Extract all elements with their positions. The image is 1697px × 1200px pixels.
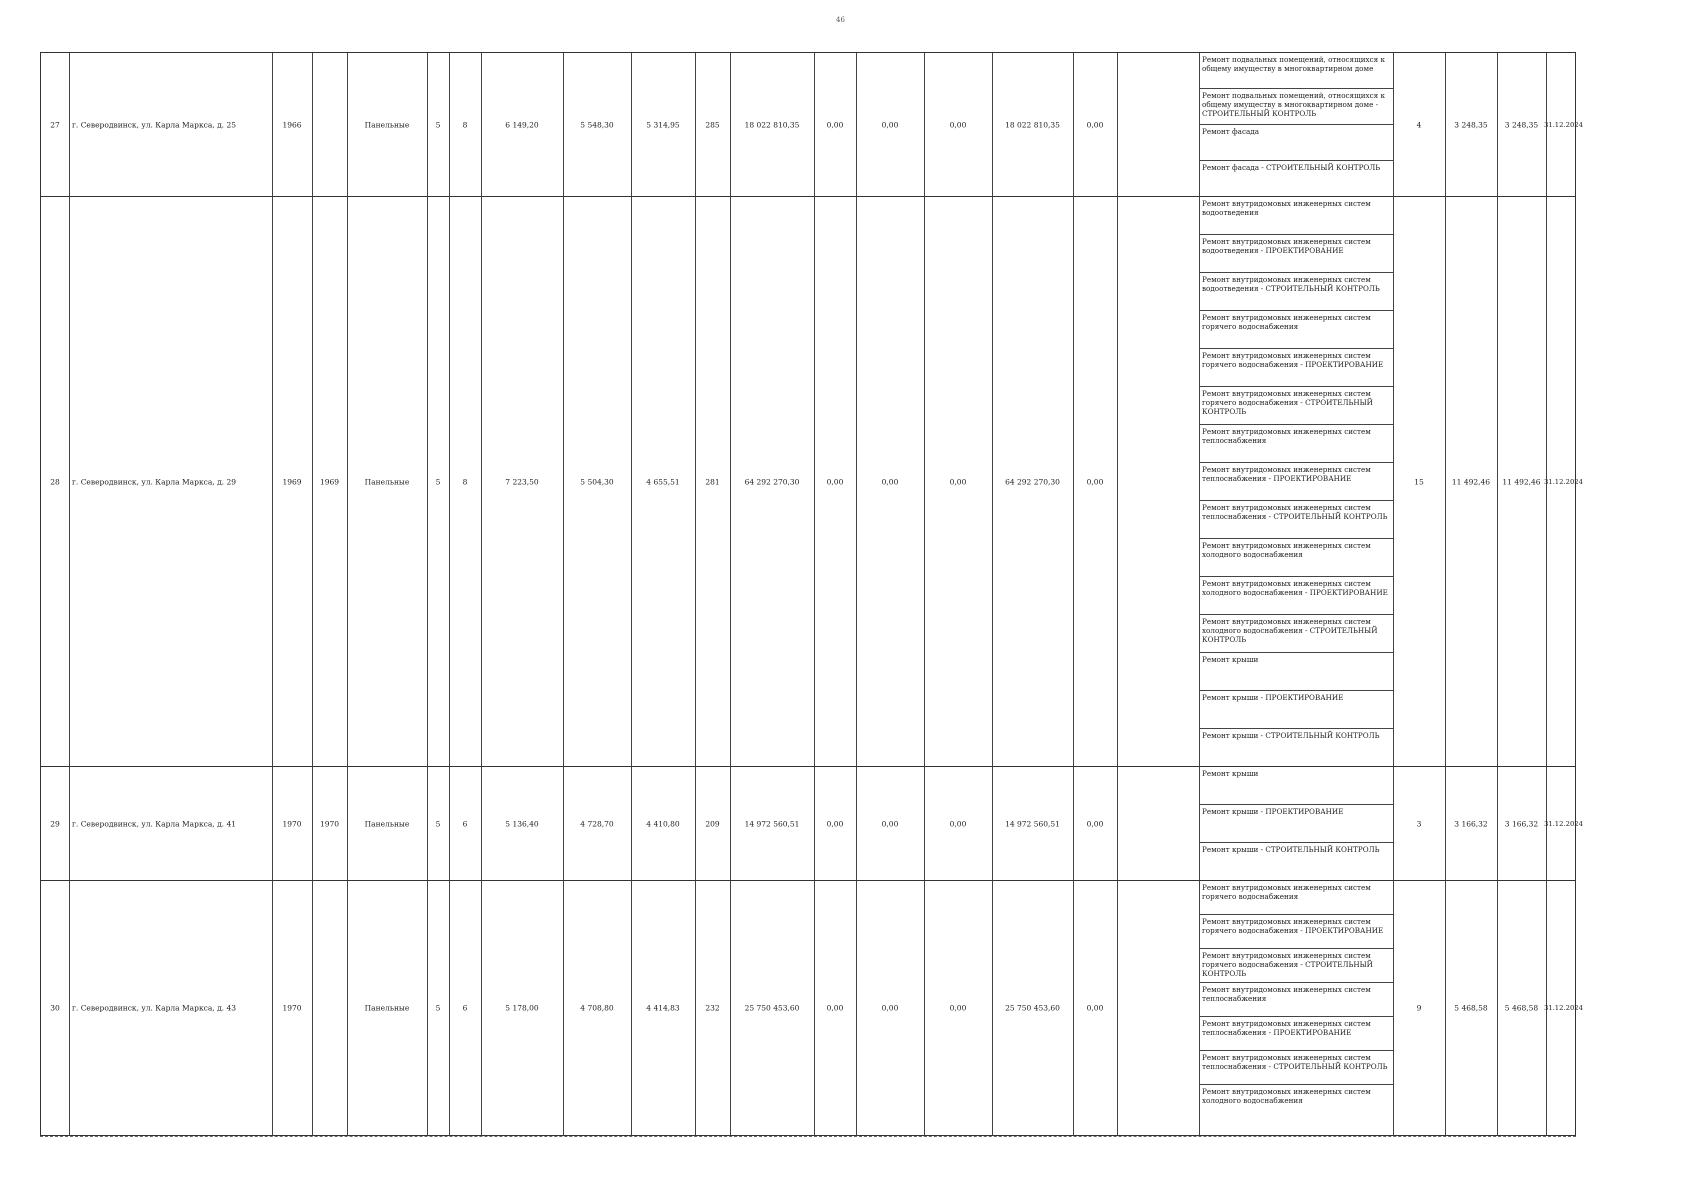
cell-fund-owners: 64 292 270,30 <box>1005 477 1060 486</box>
cell-cost-total: 14 972 560,51 <box>744 819 800 828</box>
cell-fund-owners: 14 972 560,51 <box>1005 819 1060 828</box>
work-item: Ремонт фасада <box>1199 125 1393 161</box>
work-item: Ремонт внутридомовых инженерных систем горячего водоснабжения - ПРОЕКТИРОВАНИЕ <box>1199 915 1393 949</box>
cell-fund-local: 0,00 <box>949 477 967 486</box>
cell-fund-federal: 0,00 <box>826 1003 844 1013</box>
cell-year-built: 1966 <box>282 120 302 129</box>
cell-year-reconstruction: 1969 <box>319 477 340 486</box>
cell-works-count: 3 <box>1416 819 1422 828</box>
work-item: Ремонт внутридомовых инженерных систем холодного водоснабжения <box>1199 539 1393 577</box>
work-item: Ремонт внутридомовых инженерных систем теплоснабжения - ПРОЕКТИРОВАНИЕ <box>1199 1017 1393 1051</box>
cell-floors: 5 <box>435 120 441 129</box>
work-item: Ремонт внутридомовых инженерных систем горячего водоснабжения - СТРОИТЕЛЬНЫЙ КОНТРОЛЬ <box>1199 949 1393 983</box>
column-divider <box>69 53 70 196</box>
cell-address: г. Северодвинск, ул. Карла Маркса, д. 29 <box>72 477 236 486</box>
cell-entrances: 8 <box>462 120 468 129</box>
capital-repair-table <box>40 52 1583 1136</box>
work-item: Ремонт внутридомовых инженерных систем горячего водоснабжения - ПРОЕКТИРОВАНИЕ <box>1199 349 1393 387</box>
cell-deadline: 31.12.2024 <box>1544 819 1583 828</box>
work-item: Ремонт крыши - СТРОИТЕЛЬНЫЙ КОНТРОЛЬ <box>1202 731 1380 740</box>
work-item: Ремонт внутридомовых инженерных систем холодного водоснабжения <box>1202 1087 1371 1105</box>
table-row <box>41 197 1583 767</box>
cell-fund-regional: 0,00 <box>881 1003 899 1013</box>
cell-entrances: 6 <box>462 819 468 828</box>
work-item: Ремонт внутридомовых инженерных систем холодного водоснабжения - ПРОЕКТИРОВАНИЕ <box>1199 577 1393 615</box>
cell-unit-cost-limit: 11 492,46 <box>1502 477 1541 486</box>
cell-year-built: 1970 <box>282 819 302 828</box>
column-divider <box>69 197 70 766</box>
cell-year-built: 1970 <box>282 1003 302 1013</box>
cell-row-number: 27 <box>50 120 60 129</box>
column-divider <box>69 881 70 1135</box>
cell-address: г. Северодвинск, ул. Карла Маркса, д. 41 <box>72 819 236 828</box>
cell-unit-cost-limit: 5 468,58 <box>1504 1003 1539 1013</box>
cell-total-area: 7 223,50 <box>505 477 539 486</box>
cell-unit-cost-limit: 3 166,32 <box>1504 819 1539 828</box>
work-item: Ремонт фасада - СТРОИТЕЛЬНЫЙ КОНТРОЛЬ <box>1202 163 1381 172</box>
cell-living-area-owned: 4 410,80 <box>646 819 680 828</box>
cell-fund-federal: 0,00 <box>826 477 844 486</box>
cell-living-area: 4 708,80 <box>580 1003 614 1013</box>
cell-unit-cost: 3 248,35 <box>1454 120 1488 129</box>
column-divider <box>69 767 70 880</box>
cell-living-area-owned: 4 414,83 <box>646 1003 680 1013</box>
work-item: Ремонт внутридомовых инженерных систем теплоснабжения - СТРОИТЕЛЬНЫЙ КОНТРОЛЬ <box>1199 1051 1393 1085</box>
cell-cost-total: 18 022 810,35 <box>744 120 800 129</box>
cell-total-area: 5 178,00 <box>505 1003 539 1013</box>
work-item: Ремонт крыши <box>1199 653 1393 691</box>
column-divider <box>1117 881 1118 1135</box>
cell-living-area: 5 504,30 <box>580 477 614 486</box>
cell-fund-owners: 18 022 810,35 <box>1005 120 1060 129</box>
cell-row-number: 29 <box>50 819 60 828</box>
table-bottom-edge <box>40 1136 1576 1137</box>
work-item: Ремонт внутридомовых инженерных систем горячего водоснабжения <box>1199 311 1393 349</box>
column-divider <box>1117 767 1118 880</box>
cell-residents: 232 <box>705 1003 720 1013</box>
cell-fund-regional: 0,00 <box>881 120 899 129</box>
work-item: Ремонт внутридомовых инженерных систем водоотведения - ПРОЕКТИРОВАНИЕ <box>1199 235 1393 273</box>
cell-living-area: 5 548,30 <box>580 120 614 129</box>
cell-address: г. Северодвинск, ул. Карла Маркса, д. 43 <box>72 1003 236 1013</box>
cell-wall-material: Панельные <box>364 819 410 828</box>
work-item: Ремонт крыши - ПРОЕКТИРОВАНИЕ <box>1199 805 1393 843</box>
work-item: Ремонт подвальных помещений, относящихся к общему имуществу в многоквартирном доме <box>1199 53 1393 89</box>
work-item: Ремонт крыши <box>1199 767 1393 805</box>
cell-unit-cost: 11 492,46 <box>1451 477 1491 486</box>
cell-fund-regional: 0,00 <box>881 477 899 486</box>
work-item: Ремонт внутридомовых инженерных систем горячего водоснабжения - СТРОИТЕЛЬНЫЙ КОНТРОЛЬ <box>1199 387 1393 425</box>
cell-wall-material: Панельные <box>364 477 410 486</box>
cell-year-reconstruction: 1970 <box>319 819 340 828</box>
cell-living-area-owned: 5 314,95 <box>646 120 680 129</box>
cell-entrances: 6 <box>462 1003 468 1013</box>
work-item: Ремонт крыши - ПРОЕКТИРОВАНИЕ <box>1199 691 1393 729</box>
cell-floors: 5 <box>435 477 441 486</box>
cell-row-number: 28 <box>50 477 60 486</box>
cell-cost-total: 25 750 453,60 <box>744 1003 800 1013</box>
column-divider <box>1117 53 1118 196</box>
cell-residents: 209 <box>705 819 720 828</box>
cell-works-count: 9 <box>1416 1003 1422 1013</box>
cell-entrances: 8 <box>462 477 468 486</box>
cell-fund-federal: 0,00 <box>826 819 844 828</box>
cell-floors: 5 <box>435 1003 441 1013</box>
cell-unit-cost: 3 166,32 <box>1454 819 1488 828</box>
work-item: Ремонт внутридомовых инженерных систем теплоснабжения <box>1199 425 1393 463</box>
cell-fund-other: 0,00 <box>1086 120 1104 129</box>
work-list <box>1199 767 1393 880</box>
table-row <box>41 767 1583 881</box>
column-divider <box>312 53 313 196</box>
column-divider <box>1117 197 1118 766</box>
cell-living-area-owned: 4 655,51 <box>646 477 680 486</box>
cell-total-area: 5 136,40 <box>505 819 539 828</box>
work-item: Ремонт внутридомовых инженерных систем теплоснабжения - ПРОЕКТИРОВАНИЕ <box>1199 463 1393 501</box>
cell-fund-local: 0,00 <box>949 120 967 129</box>
cell-fund-federal: 0,00 <box>826 120 844 129</box>
table-row <box>41 53 1583 197</box>
work-list <box>1199 53 1393 196</box>
cell-unit-cost-limit: 3 248,35 <box>1504 120 1539 129</box>
cell-deadline: 31.12.2024 <box>1544 1003 1583 1012</box>
cell-works-count: 4 <box>1416 120 1422 129</box>
cell-deadline: 31.12.2024 <box>1544 477 1583 486</box>
work-item: Ремонт крыши - СТРОИТЕЛЬНЫЙ КОНТРОЛЬ <box>1202 845 1380 854</box>
work-item: Ремонт внутридомовых инженерных систем горячего водоснабжения <box>1199 881 1393 915</box>
cell-fund-local: 0,00 <box>949 819 967 828</box>
work-item: Ремонт внутридомовых инженерных систем водоотведения <box>1199 197 1393 235</box>
cell-wall-material: Панельные <box>364 1003 410 1013</box>
cell-residents: 285 <box>705 120 720 129</box>
cell-fund-local: 0,00 <box>949 1003 967 1013</box>
column-divider <box>312 881 313 1135</box>
cell-year-built: 1969 <box>282 477 302 486</box>
cell-fund-regional: 0,00 <box>881 819 899 828</box>
cell-fund-other: 0,00 <box>1086 477 1104 486</box>
work-item: Ремонт внутридомовых инженерных систем теплоснабжения <box>1199 983 1393 1017</box>
page-number: 46 <box>836 16 845 24</box>
cell-residents: 281 <box>705 477 720 486</box>
cell-fund-other: 0,00 <box>1086 1003 1104 1013</box>
work-list <box>1199 881 1393 1135</box>
work-list <box>1199 197 1393 766</box>
cell-works-count: 15 <box>1414 477 1424 486</box>
cell-deadline: 31.12.2024 <box>1544 120 1583 129</box>
table-row <box>41 881 1583 1135</box>
cell-fund-owners: 25 750 453,60 <box>1005 1003 1060 1013</box>
work-item: Ремонт внутридомовых инженерных систем теплоснабжения - СТРОИТЕЛЬНЫЙ КОНТРОЛЬ <box>1199 501 1393 539</box>
work-item: Ремонт внутридомовых инженерных систем холодного водоснабжения - СТРОИТЕЛЬНЫЙ КОНТРОЛЬ <box>1199 615 1393 653</box>
cell-wall-material: Панельные <box>364 120 410 129</box>
cell-unit-cost: 5 468,58 <box>1454 1003 1488 1013</box>
cell-floors: 5 <box>435 819 441 828</box>
work-item: Ремонт внутридомовых инженерных систем водоотведения - СТРОИТЕЛЬНЫЙ КОНТРОЛЬ <box>1199 273 1393 311</box>
cell-living-area: 4 728,70 <box>580 819 614 828</box>
cell-row-number: 30 <box>50 1003 60 1013</box>
work-item: Ремонт подвальных помещений, относящихся к общему имуществу в многоквартирном доме - СТРОИТЕЛЬНЫЙ КОНТРОЛЬ <box>1199 89 1393 125</box>
cell-fund-other: 0,00 <box>1086 819 1104 828</box>
cell-address: г. Северодвинск, ул. Карла Маркса, д. 25 <box>72 120 236 129</box>
cell-cost-total: 64 292 270,30 <box>744 477 800 486</box>
cell-total-area: 6 149,20 <box>505 120 539 129</box>
